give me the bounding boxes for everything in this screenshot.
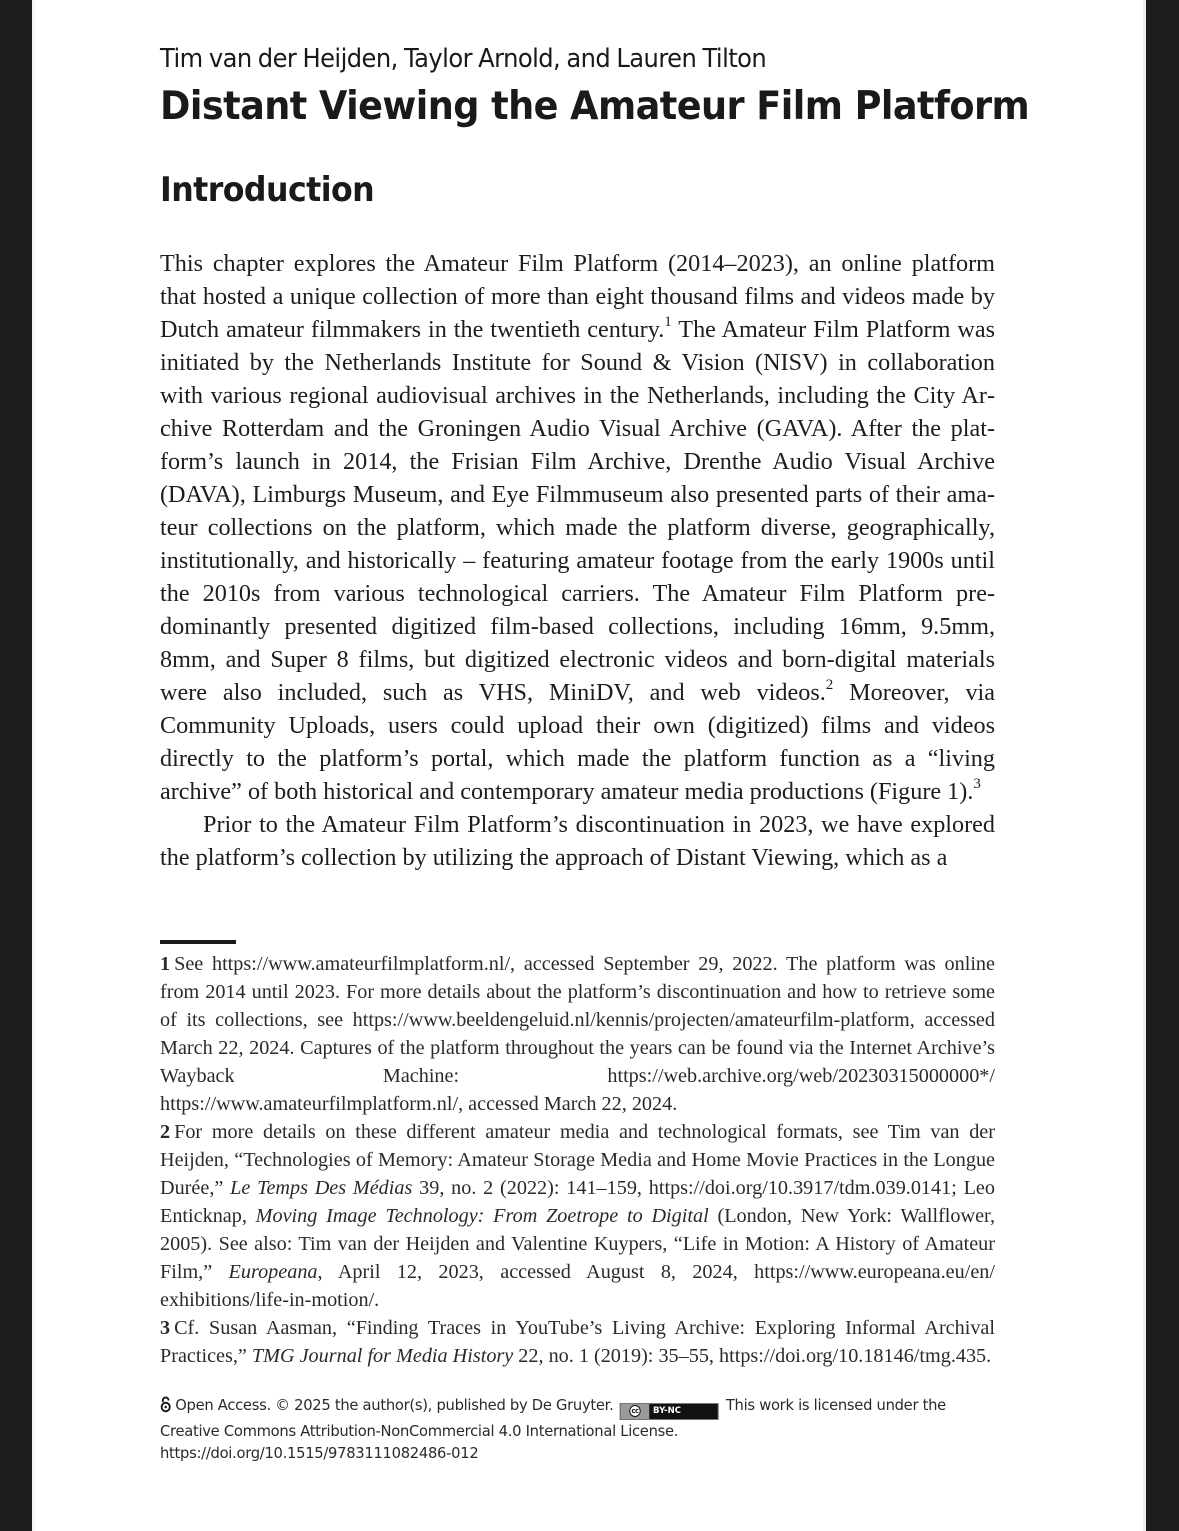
footnote-ref-1[interactable]: 1: [664, 314, 672, 331]
footnote-divider: [160, 940, 236, 944]
paragraph-2: Prior to the Amateur Film Platform’s discontinuation in 2023, we have explored the platform’s collection by utilizing the approach of Distant Viewing, which as a: [160, 811, 995, 871]
paragraph-1: This chapter explores the Amateur Film Platform (2014–2023), an online platform that hosted a unique collection of more than eight thousand films and videos made by Dutch amateur filmmakers in the twentieth century.$^1$ The Amateur Film Platform was initiated by the Netherlands Institute for Sound & Vision (NISV) in collaboration with various regional audiovisual archives in the Netherlands, including the City Archive Rotterdam and the Groningen Audio Visual Archive (GAVA). After the platform’s launch in 2014, the Frisian Film Archive, Drenthe Audio Visual Archive (DAVA), Limburgs Museum, and Eye Filmmuseum also presented parts of their amateur collections on the platform, which made the platform diverse, geographically, institutionally, and historically – featuring amateur footage from the early 1900s until the 2010s from various technological carriers. The Amateur Film Platform predominantly presented digitized film-based collections, including 16mm, 9.5mm, 8mm, and Super 8 films, but digitized electronic videos and born-digital materials were also included, such as VHS, MiniDV, and web videos.$^2$ Moreover, via Community Uploads, users could upload their own (digitized) films and videos directly to the platform’s portal, which made the platform function as a “living archive” of both historical and contemporary amateur media productions (Figure 1).$^3$: [160, 250, 996, 805]
body-text: [160, 247, 995, 874]
footnote-number: 1: [160, 953, 171, 975]
doi-link[interactable]: https://doi.org/10.1515/9783111082486-012: [160, 1444, 479, 1463]
cc-by-nc-badge[interactable]: cc BY-NC: [620, 1403, 719, 1420]
open-access-icon: [160, 1396, 171, 1413]
footnote-1: 1 See https://www.amateurfilmplatform.nl/, accessed September 29, 2022. The platform was online from 2014 until 2023. For more details about the platform’s discontinuation and how to retrieve some of its collections, see https://www.beeldengeluid.nl/kennis/projecten/amateurfilm-platform, accessed March 22, 2024. Captures of the platform throughout the years can be found via the Internet Archive’s Wayback Machine: https://web.archive.org/web/20230315000000*/ https://www.amateurfilmplatform.nl/, accessed March 22, 2024.: [160, 953, 995, 1115]
license-line-1: Open Access. © 2025 the author(s), published by De Gruyter. cc BY-NC This work is licensed under the: [160, 1394, 996, 1420]
footnote-ref-3[interactable]: 3: [973, 776, 981, 793]
footnote-3: 3 Cf. Susan Aasman, “Finding Traces in YouTube’s Living Archive: Exploring Informal Archival Practices,” TMG Journal for Media History 22, no. 1 (2019): 35–55, https://doi.org/10.18146/tmg.435.: [160, 1317, 995, 1367]
cc-icon: cc: [629, 1405, 640, 1417]
license-notice: [160, 1394, 996, 1465]
footnote-2: 2 For more details on these different amateur media and technological formats, see Tim van der Heijden, “Technologies of Memory: Amateur Storage Media and Home Movie Practices in the Longue Durée,” Le Temps Des Médias 39, no. 2 (2022): 141–159, https://doi.org/10.3917/tdm.039.0141; Leo Enticknap, Moving Image Technology: From Zoetrope to Digital (London, New York: Wallflower, 2005). See also: Tim van der Heijden and Valentine Kuypers, “Life in Motion: A History of Amateur Film,” Europeana, April 12, 2023, accessed August 8, 2024, https://www.europeana.eu/en/ exhibitions/life-in-motion/.: [160, 1121, 996, 1311]
section-heading: Introduction: [160, 170, 375, 210]
document-page: [32, 0, 1146, 1531]
footnote-ref-2[interactable]: 2: [825, 677, 834, 694]
chapter-authors: Tim van der Heijden, Taylor Arnold, and Lauren Tilton: [160, 44, 767, 74]
footnote-number: 2: [160, 1121, 171, 1143]
footnote-number: 3: [160, 1317, 171, 1339]
chapter-title: Distant Viewing the Amateur Film Platform: [160, 84, 1030, 129]
license-line-2: Creative Commons Attribution-NonCommercial 4.0 International License.: [160, 1421, 679, 1440]
footnotes: [160, 950, 995, 1370]
